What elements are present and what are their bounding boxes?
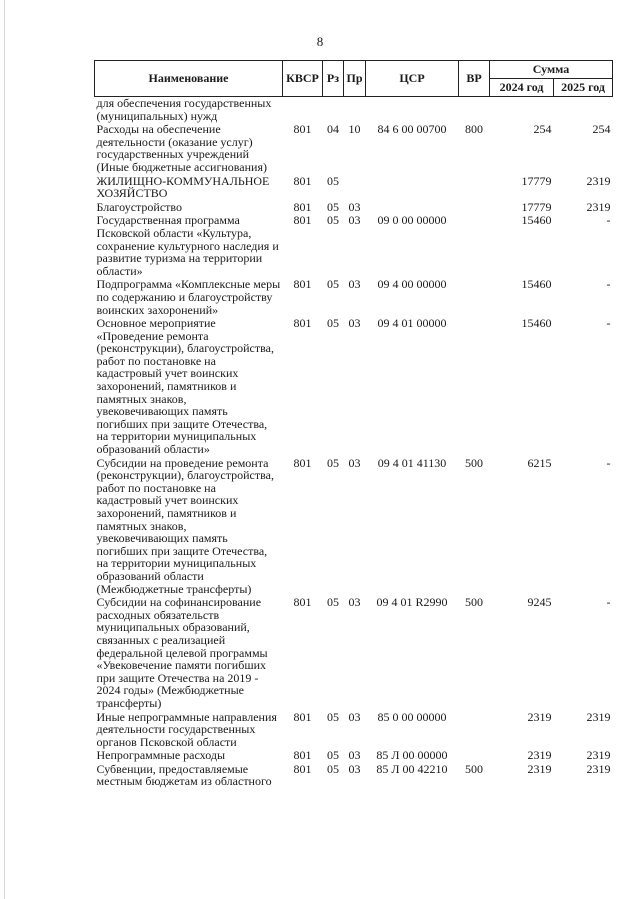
cell-pr: 03 (348, 316, 361, 331)
cell-sum-2025: - (606, 316, 611, 331)
cell-name: Расходы на обеспечение деятельности (оказание услуг) государственных учреждений (Иные бюджетные ассигнования) (96, 122, 267, 174)
cell-sum-2024: 254 (533, 122, 552, 137)
cell-vr: 500 (465, 595, 483, 610)
cell-name: Непрограммные расходы (96, 748, 226, 763)
cell-name: Субсидии на софинансирование расходных обязательств муниципальных образований, связанных с реализацией федеральной целевой программы «Увековечение памяти погибших при защите Отечества на 2019 - 2024 годы» (Межбюджетные трансферты) (96, 595, 268, 710)
cell-rz: 05 (327, 316, 339, 331)
cell-name: Иные непрограммные направления деятельности государственных органов Псковской области (96, 709, 277, 749)
cell-kvsr: 801 (293, 455, 312, 470)
table-row (95, 175, 613, 201)
header-csr: ЦСР (366, 61, 459, 97)
cell-sum-2025: 2319 (586, 173, 611, 188)
cell-sum-2025: - (606, 213, 611, 228)
cell-csr: 85 0 00 00000 (377, 709, 447, 724)
cell-sum-2024: 15460 (521, 277, 552, 292)
cell-pr: 03 (348, 595, 361, 610)
cell-name: Благоустройство (96, 199, 183, 214)
table-row (95, 596, 613, 710)
cell-sum-2024: 9245 (527, 595, 552, 610)
cell-rz: 05 (327, 213, 339, 228)
cell-vr: 800 (465, 122, 483, 137)
table-row (95, 123, 613, 174)
budget-table (94, 60, 613, 789)
table-row (95, 711, 613, 750)
header-2024: 2024 год (490, 79, 554, 97)
cell-kvsr (283, 97, 323, 124)
cell-vr (459, 749, 490, 763)
table-row (95, 201, 613, 215)
cell-name: ЖИЛИЩНО-КОММУНАЛЬНОЕ ХОЗЯЙСТВО (96, 173, 270, 201)
cell-sum-2024: 2319 (527, 709, 552, 724)
header-vr: ВР (459, 61, 490, 97)
cell-sum-2025: 2319 (586, 748, 611, 763)
cell-sum-2024: 17779 (521, 173, 552, 188)
cell-sum-2025: 2319 (586, 199, 611, 214)
cell-pr: 03 (348, 709, 361, 724)
cell-sum-2024: 2319 (527, 748, 552, 763)
cell-kvsr: 801 (293, 709, 312, 724)
cell-pr: 03 (348, 199, 361, 214)
table-row (95, 214, 613, 278)
cell-sum-2024: 15460 (521, 316, 552, 331)
cell-kvsr: 801 (293, 748, 312, 763)
cell-kvsr: 801 (293, 199, 312, 214)
cell-kvsr: 801 (293, 761, 312, 776)
cell-rz: 05 (327, 277, 339, 292)
cell-pr (344, 175, 366, 201)
cell-rz: 05 (327, 761, 339, 776)
cell-name: Основное мероприятие «Проведение ремонта (реконструкции), благоустройства, работ по постановке на кадастровый учет воинских захоронений, памятников и памятных знаков, увековечивающих память погибших при защите Отечества, на территории муниципальных образований области» (96, 316, 274, 457)
cell-rz: 05 (327, 199, 339, 214)
cell-sum-2024: 17779 (521, 199, 552, 214)
cell-sum-2024: 6215 (527, 455, 552, 470)
cell-csr: 84 6 00 00700 (377, 122, 447, 137)
cell-vr (459, 175, 490, 201)
cell-sum-2024 (490, 97, 554, 124)
cell-kvsr: 801 (293, 595, 312, 610)
cell-csr: 09 4 00 00000 (377, 277, 447, 292)
cell-csr: 09 4 01 00000 (377, 316, 447, 331)
cell-rz: 04 (327, 122, 339, 137)
cell-kvsr: 801 (293, 173, 312, 188)
cell-kvsr: 801 (293, 316, 312, 331)
cell-name: для обеспечения государственных (муниципальных) нужд (96, 96, 272, 123)
table-body (95, 97, 613, 790)
table-row (95, 457, 613, 597)
cell-rz (323, 97, 344, 124)
cell-name: Субсидии на проведение ремонта (реконструкции), благоустройства, работ по постановке на кадастровый учет воинских захоронений, памятников и памятных знаков, увековечивающих память погибших при защите Отечества, на территории муниципальных образований области (Межбюджетные трансферты) (96, 455, 274, 596)
cell-vr (459, 711, 490, 750)
cell-csr (366, 97, 459, 124)
cell-rz: 05 (327, 709, 339, 724)
cell-sum-2025: 2319 (586, 709, 611, 724)
table-row (95, 278, 613, 317)
cell-kvsr: 801 (293, 213, 312, 228)
header-pr: Пр (344, 61, 366, 97)
cell-sum-2025: - (606, 277, 611, 292)
cell-pr: 03 (348, 213, 361, 228)
cell-kvsr: 801 (293, 277, 312, 292)
cell-name: Субвенции, предоставляемые местным бюджетам из областного (96, 761, 272, 789)
cell-vr (459, 97, 490, 124)
cell-rz: 05 (327, 595, 339, 610)
cell-csr (366, 201, 459, 215)
cell-csr: 09 0 00 00000 (377, 213, 447, 228)
cell-vr (459, 278, 490, 317)
header-name: Наименование (95, 61, 283, 97)
table-row (95, 763, 613, 789)
table-row (95, 97, 613, 124)
cell-rz: 05 (327, 748, 339, 763)
cell-vr: 500 (465, 455, 483, 470)
cell-vr: 500 (465, 761, 483, 776)
header-rz: Рз (323, 61, 344, 97)
cell-name: Подпрограмма «Комплексные меры по содержанию и благоустройству воинских захоронений» (96, 277, 281, 317)
cell-vr (459, 317, 490, 457)
cell-sum-2024: 2319 (527, 761, 552, 776)
cell-csr (366, 175, 459, 201)
cell-kvsr: 801 (293, 122, 312, 137)
cell-csr: 09 4 01 R2990 (376, 595, 448, 610)
cell-pr (344, 97, 366, 124)
page-number: 8 (316, 34, 324, 49)
cell-csr: 85 Л 00 00000 (376, 748, 448, 763)
cell-sum-2025: 2319 (586, 761, 611, 776)
cell-pr: 03 (348, 455, 361, 470)
cell-sum-2025 (554, 97, 613, 124)
table-row (95, 749, 613, 763)
cell-rz: 05 (327, 455, 339, 470)
scan-edge-line (4, 0, 5, 899)
cell-sum-2025: - (606, 595, 611, 610)
cell-csr: 09 4 01 41130 (377, 455, 447, 470)
cell-name: Государственная программа Псковской области «Культура, сохранение культурного наследия и развитие туризма на территории области» (96, 213, 279, 278)
table-row (95, 317, 613, 457)
cell-sum-2025: 254 (592, 122, 611, 137)
header-kvsr: КВСР (283, 61, 323, 97)
cell-sum-2024: 15460 (521, 213, 552, 228)
cell-pr: 03 (348, 748, 361, 763)
cell-pr: 10 (348, 122, 361, 137)
cell-csr: 85 Л 00 42210 (376, 761, 448, 776)
cell-sum-2025: - (606, 455, 611, 470)
header-sum: Сумма (490, 61, 613, 79)
header-2025: 2025 год (554, 79, 613, 97)
table-header (95, 61, 613, 97)
cell-vr (459, 201, 490, 215)
cell-vr (459, 214, 490, 278)
cell-rz: 05 (327, 173, 339, 188)
cell-pr: 03 (348, 277, 361, 292)
cell-pr: 03 (348, 761, 361, 776)
